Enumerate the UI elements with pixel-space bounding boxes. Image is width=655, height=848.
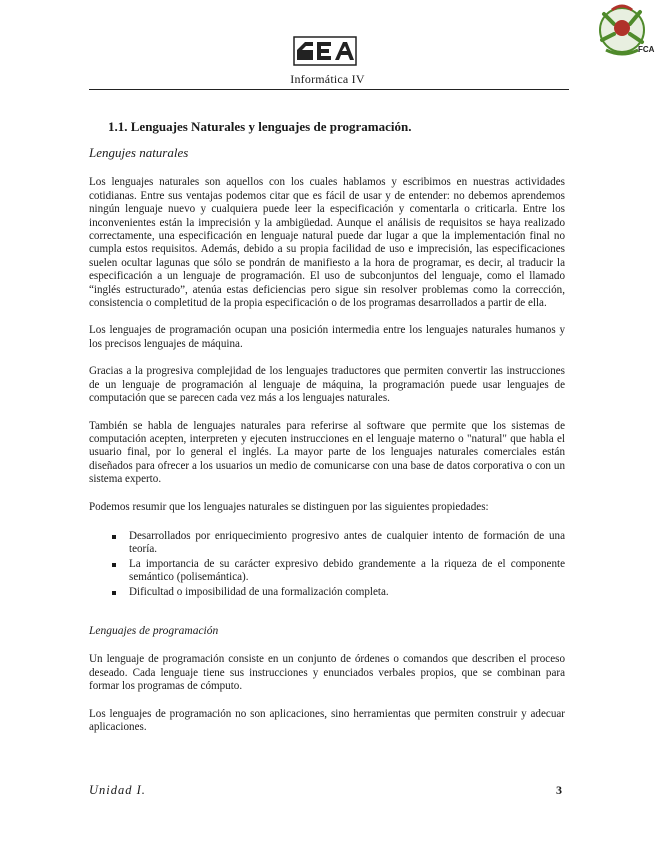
document-body — [89, 146, 565, 748]
programming-languages-heading: Lenguajes de programación — [89, 624, 219, 637]
page-number: 3 — [556, 783, 562, 797]
paragraph: Gracias a la progresiva complejidad de los lenguajes traductores que permiten convertir las instrucciones de un lenguaje de programación al lenguaje de máquina, la programación puede usar lenguajes de computación que se parecen cada vez más a los lenguajes naturales. — [89, 365, 565, 405]
sea-logo — [293, 36, 357, 66]
paragraph: Un lenguaje de programación consiste en un conjunto de órdenes o comandos que describen el proceso deseado. Cada lenguaje tiene sus instrucciones y enunciados verbales propios, que se combinan para formar los programas de cómputo. — [89, 653, 565, 693]
paragraph: Los lenguajes de programación no son aplicaciones, sino herramientas que permiten construir y adecuar aplicaciones. — [89, 707, 565, 733]
header-divider — [89, 89, 569, 90]
footer-unit: Unidad I. — [89, 783, 146, 797]
paragraph: Los lenguajes de programación ocupan una posición intermedia entre los lenguajes naturales humanos y los precisos lenguajes de máquina. — [89, 324, 565, 350]
header-title: Informática IV — [290, 72, 365, 86]
fca-logo — [592, 0, 655, 62]
list-item: Dificultad o imposibilidad de una formalización completa. — [129, 586, 565, 599]
fca-logo-text: FCA — [638, 45, 655, 54]
section-title: 1.1. Lenguajes Naturales y lenguajes de programación. — [108, 119, 412, 134]
list-item: Desarrollados por enriquecimiento progresivo antes de cualquier intento de formación de una teoría. — [129, 529, 565, 556]
paragraph: Podemos resumir que los lenguajes naturales se distinguen por las siguientes propiedades: — [89, 500, 489, 513]
paragraph: Los lenguajes naturales son aquellos con los cuales hablamos y escribimos en nuestras actividades cotidianas. Entre sus ventajas podemos citar que es fácil de usar y de entender: no debemos aprendemos ningún lenguaje nuevo y cualquiera puede leer la especificación y comentarla o criticarla. Entre los inconvenientes están la imprecisión y la ambigüedad. Aunque el análisis de requisitos se haya realizado correctamente, una especificación en lenguaje natural puede dar lugar a que la implementación final no cumpla estos requisitos. Además, debido a su propia facilidad de uso e imprecisión, las especificaciones suelen ocultar lagunas que sólo se pondrán de manifiesto a la hora de programar, es decir, al traducir la especificación a un lenguaje de programación. El uso de subconjuntos del lenguaje, como el llamado “inglés estructurado”, atenúa estas deficiencias pero sigue sin resolver problemas como la corrección, consistencia o completitud de la propia especificación o de los programas desarrollados a partir de ella. — [89, 176, 565, 310]
properties-list — [89, 530, 565, 599]
list-item: La importancia de su carácter expresivo debido grandemente a la riqueza de el componente semántico (polisemántica). — [129, 557, 565, 584]
paragraph: También se habla de lenguajes naturales para referirse al software que permite que los sistemas de computación acepten, interpreten y ejecuten instrucciones en el lenguaje materno o "natural" que habla el usuario final, por lo general el inglés. La mayor parte de los lenguajes naturales comerciales están diseñados para ofrecer a los usuarios un medio de comunicarse con una base de datos corporativa o con un sistema experto. — [89, 419, 565, 486]
natural-languages-heading: Lengujes naturales — [89, 145, 189, 160]
